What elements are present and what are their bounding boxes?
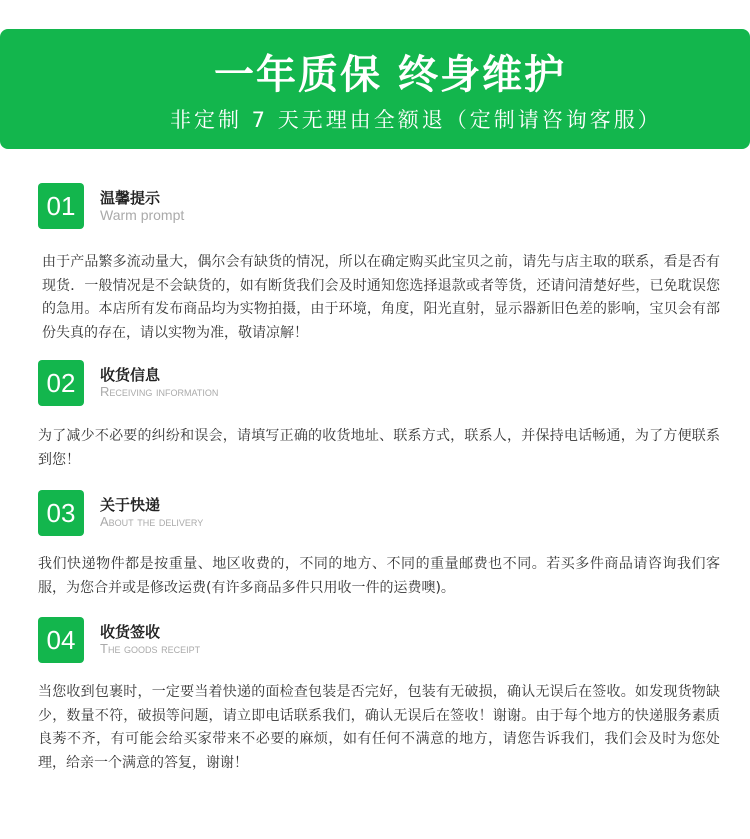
section-text: 为了减少不必要的纠纷和误会，请填写正确的收货地址、联系方式，联系人，并保持电话畅通，为了方便联系到您！ xyxy=(38,428,720,468)
warranty-banner xyxy=(0,29,750,149)
section-title: 温馨提示 xyxy=(100,189,161,207)
section-title: 收货信息 xyxy=(100,366,161,384)
section-title: 收货签收 xyxy=(100,623,161,641)
section-subtitle: About the delivery xyxy=(100,514,204,529)
section-subtitle: Warm prompt xyxy=(100,207,185,223)
section-number-badge: 02 xyxy=(38,360,84,406)
section-text: 由于产品繁多流动量大，偶尔会有缺货的情况，所以在确定购买此宝贝之前，请先与店主取的联系，看是否有现货．一般情况是不会缺货的，如有断货我们会及时通知您选择退款或者等货，还请问清楚好些，已免耽误您的急用。本店所有发布商品均为实物拍摄，由于环境，角度，阳光直射，显示器新旧色差的影响，宝贝会有部份失真的存在，请以实物为准，敬请凉解！ xyxy=(42,254,720,341)
banner-subtitle: 非定制 7 天无理由全额退（定制请咨询客服） xyxy=(170,108,662,132)
section-number-badge: 01 xyxy=(38,183,84,229)
section-number-badge: 03 xyxy=(38,490,84,536)
section-number-badge: 04 xyxy=(38,617,84,663)
section-text: 我们快递物件都是按重量、地区收费的，不同的地方、不同的重量邮费也不同。若买多件商品请咨询我们客服，为您合并或是修改运费(有许多商品多件只用收一件的运费噢)。 xyxy=(38,556,720,596)
section-text: 当您收到包裹时，一定要当着快递的面检查包装是否完好，包装有无破损，确认无误后在签收。如发现货物缺少，数量不符，破损等问题，请立即电话联系我们，确认无误后在签收！谢谢。由于每个地方的快递服务素质良莠不齐，有可能会给买家带来不必要的麻烦，如有任何不满意的地方，请您告诉我们，我们会及时为您处理，给亲一个满意的答复，谢谢！ xyxy=(38,684,720,771)
banner-title: 一年质保 终身维护 xyxy=(214,52,566,98)
section-subtitle: The goods receipt xyxy=(100,641,201,656)
section-subtitle: Receiving information xyxy=(100,384,219,399)
section-title: 关于快递 xyxy=(100,496,161,514)
